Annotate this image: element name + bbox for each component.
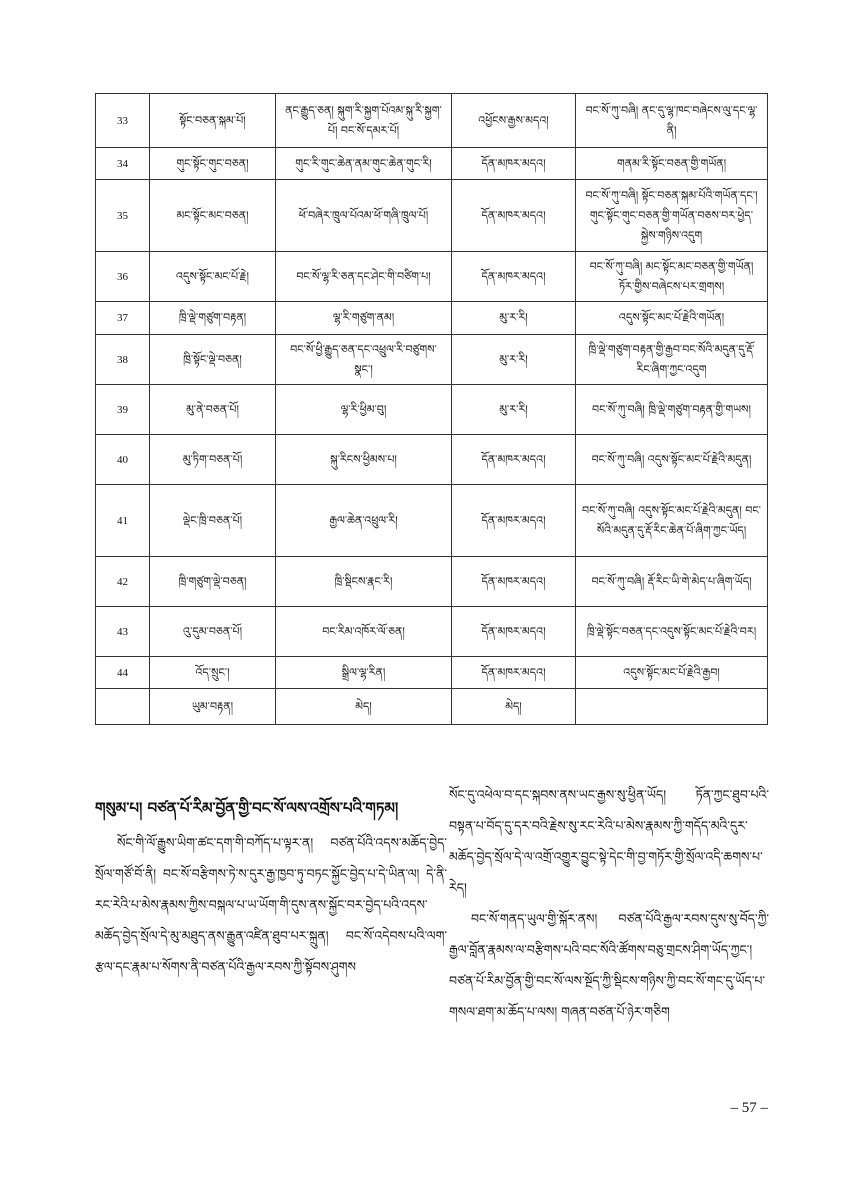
cell-author: ལྷ་རི་གཙུག་ནམ། xyxy=(276,302,452,335)
right-paragraph-1: སོང་དུ་འཕེལ་བ་དང་སྐབས་ནས་ཡང་རྒྱས་སུ་ཕྱིན་ཡོད། ཏོན་ཀྱང་ཐུབ་པའི་བསྟན་པ་བོད་དུ་དར་བའི་རྗེས་སུ་རང་རེའི་པ་མེས་རྣམས་ཀྱི་གདོད་མའི་དུར་མཆོད་བྱེད་སྲོལ་དེ་ལ་འགྲོ་འགྱུར་བྱུང་སྟེ་དེང་གི་བྱ་གཏོར་གྱི་སྲོལ་འདི་ཆགས་པ་རེད། xyxy=(449,787,769,895)
cell-note: འདུས་སྟོང་མང་པོ་རྗེའི་གཡོན། xyxy=(576,302,768,335)
cell-note: བང་སོ་ཀུ་བཞི། འདུས་སྟོང་མང་པོ་རྗེའི་མདུན། བང་སོའི་མདུན་དུ་རྡོ་རིང་ཆེན་པོ་ཞིག་ཀྱང་ཡོད། xyxy=(576,485,768,557)
cell-author: བང་རིམ་འཁོར་ལོ་ཅན། xyxy=(276,607,452,657)
cell-note: བང་སོ་ཀུ་བཞི། སྟོང་བཅན་སྐམ་པོའི་གཡོན་དང་། གུང་སྟོང་གུང་བཅན་གྱི་གཡོན་བཅས་བར་ཕྱེད་སྐྱེས་གཉིས་འདུག xyxy=(576,180,768,252)
cell-author: སྒྲིལ་ལྷ་རིན། xyxy=(276,657,452,689)
cell-num: 43 xyxy=(96,607,150,657)
cell-place: དོན་མཁར་མདའ། xyxy=(452,607,576,657)
cell-name: ཁྲི་གཙུག་ལྡེ་བཅན། xyxy=(150,557,276,607)
table-row xyxy=(96,607,768,657)
cell-note: ཁྲི་ལྡེ་སྟོང་བཅན་དང་འདུས་སྟོང་མང་པོ་རྗེའི་བར། xyxy=(576,607,768,657)
page-number: – 57 – xyxy=(730,1100,768,1116)
cell-num: 40 xyxy=(96,435,150,485)
table-row xyxy=(96,252,768,302)
cell-author: བང་སོ་ལྷ་རི་ཅན་དང་ཤེང་གི་བཙིག་པ། xyxy=(276,252,452,302)
cell-note: གནམ་རི་སྟོང་བཅན་གྱི་གཡོན། xyxy=(576,148,768,180)
cell-name: ཁྲི་ལྡེ་གཙུག་བརྟན། xyxy=(150,302,276,335)
cell-place: དོན་མཁར་མདའ། xyxy=(452,485,576,557)
cell-note: བང་སོ་ཀུ་བཞི། ནང་དུ་ལྷ་ཁང་བཞེངས་ལུ་དང་ལྷ་ནི། xyxy=(576,94,768,148)
table-row xyxy=(96,657,768,689)
cell-place: དོན་མཁར་མདའ། xyxy=(452,657,576,689)
left-paragraph: སོང་གི་ལོ་རྒྱུས་ཡིག་ཚང་དག་གི་བཀོད་པ་ལྟར་ན། བཙན་པོའི་འདས་མཆོད་བྱེད་སྲོལ་གཙོ་བོ་ནི། བང་སོ་བརྩིགས་ཏེ་ས་དུར་རྒྱ་ཁྱབ་ཏུ་བཏང་སྐྱོང་བྱེད་པ་དེ་ཡིན་ལ། དེ་ནི་རང་རེའི་པ་མེས་རྣམས་ཀྱིས་བསྐལ་པ་ཡ་ཡོག་གི་དུས་ནས་སྐྱོང་བར་བྱེད་པའི་འདས་མཆོད་བྱེད་སྲོལ་དེ་མུ་མཐུད་ནས་རྒྱུན་འཛིན་ཐུབ་པར་སྐྲུན། བང་སོ་འདེབས་པའི་ལག་རྩལ་དང་རྣམ་པ་སོགས་ནི་བཙན་པོའི་རྒྱལ་རབས་ཀྱི་སྟོབས་ཤུགས xyxy=(95,835,447,974)
table-row xyxy=(96,485,768,557)
cell-place: དོན་མཁར་མདའ། xyxy=(452,252,576,302)
cell-author: མེད། xyxy=(276,689,452,725)
cell-num xyxy=(96,689,150,725)
table-body xyxy=(96,94,768,725)
cell-note: བང་སོ་ཀུ་བཞི། རྡོ་རིང་ཡི་གེ་མེད་པ་ཞིག་ཡོད། xyxy=(576,557,768,607)
cell-num: 44 xyxy=(96,657,150,689)
table-row xyxy=(96,148,768,180)
right-paragraph-2: བང་སོ་གནད་ཡུལ་གྱི་སྐོར་ནས། བཙན་པོའི་རྒྱལ་རབས་དུས་སུ་བོད་ཀྱི་རྒྱལ་བློན་རྣམས་ལ་བརྩིགས་པའི་བང་སོའི་ཚོགས་བཅུ་གྲངས་ཤིག་ཡོད་ཀྱང་། བཙན་པོ་རིམ་བྱོན་གྱི་བང་སོ་ལས་སྔོད་ཀྱི་སྡིངས་གཉིས་ཀྱི་བང་སོ་གང་དུ་ཡོད་པ་གསལ་ཐག་མ་ཆོད་པ་ལས། གཞན་བཙན་པོ་ཉེར་གཅིག xyxy=(449,911,769,1019)
cell-note: བང་སོ་ཀུ་བཞི། འདུས་སྟོང་མང་པོ་རྗེའི་མདུན། xyxy=(576,435,768,485)
cell-author: སྐུ་རིངས་ཕྱིམས་པ། xyxy=(276,435,452,485)
cell-num: 42 xyxy=(96,557,150,607)
table-row xyxy=(96,94,768,148)
cell-author: ཁྲི་སྡིངས་རྣང་རི། xyxy=(276,557,452,607)
cell-place: དོན་མཁར་མདའ། xyxy=(452,435,576,485)
table-row xyxy=(96,335,768,385)
cell-author: བང་སོ་ཕྱི་རྒྱུད་ཅན་དང་འཕྲུལ་རི་བཙུགས་སྣང་། xyxy=(276,335,452,385)
cell-name: མང་སྟོང་མང་བཅན། xyxy=(150,180,276,252)
cell-name: སྟོང་བཅན་སྐམ་པོ། xyxy=(150,94,276,148)
cell-place: མུ་ར་རི། xyxy=(452,335,576,385)
cell-note: བང་སོ་ཀུ་བཞི། ཁྲི་ལྡེ་གཙུག་བརྟན་གྱི་གཡས། xyxy=(576,385,768,435)
cell-num: 41 xyxy=(96,485,150,557)
cell-place: དོན་མཁར་མདའ། xyxy=(452,557,576,607)
cell-note: འདུས་སྟོང་མང་པོ་རྗེའི་རྒྱབ། xyxy=(576,657,768,689)
table-row xyxy=(96,180,768,252)
cell-num: 36 xyxy=(96,252,150,302)
cell-num: 33 xyxy=(96,94,150,148)
cell-num: 38 xyxy=(96,335,150,385)
cell-num: 35 xyxy=(96,180,150,252)
cell-num: 34 xyxy=(96,148,150,180)
cell-name: མུ་ཏིག་བཅན་པོ། xyxy=(150,435,276,485)
table-row xyxy=(96,302,768,335)
cell-note: བང་སོ་ཀུ་བཞི། མང་སྟོང་མང་བཅན་གྱི་གཡོན། ཏོར་གྱིས་བཞེངས་པར་གྲགས། xyxy=(576,252,768,302)
cell-author: གུང་རི་གུང་ཆེན་ནམ་གུང་ཆེན་གུང་རི། xyxy=(276,148,452,180)
table-row xyxy=(96,689,768,725)
cell-name: ཡུམ་བརྟན། xyxy=(150,689,276,725)
cell-name: མུ་ནེ་བཅན་པོ། xyxy=(150,385,276,435)
cell-name: འདུས་སྟོང་མང་པོ་རྗེ། xyxy=(150,252,276,302)
cell-place: མེད། xyxy=(452,689,576,725)
cell-author: ལྷ་རི་ཕྱིམ་བུ། xyxy=(276,385,452,435)
cell-num: 39 xyxy=(96,385,150,435)
cell-name: ལྡེང་ཁྲི་བཅན་པོ། xyxy=(150,485,276,557)
table-row xyxy=(96,435,768,485)
cell-place: མུ་ར་རི། xyxy=(452,385,576,435)
cell-name: འོད་སྲུང་། xyxy=(150,657,276,689)
cell-place: འཕྱོངས་རྒྱས་མདའ། xyxy=(452,94,576,148)
cell-name: ཁྲི་སྟོང་ལྡེ་བཅན། xyxy=(150,335,276,385)
cell-place: དོན་མཁར་མདའ། xyxy=(452,148,576,180)
cell-place: དོན་མཁར་མདའ། xyxy=(452,180,576,252)
cell-name: འུ་དུམ་བཅན་པོ། xyxy=(150,607,276,657)
left-column xyxy=(95,792,447,982)
table-row xyxy=(96,557,768,607)
cell-author: ནང་རྒྱུད་ཅན། སྐུག་རི་སྐྱག་པོའམ་སྐུ་རི་སྐྱག་པོ། བང་སོ་དམར་པོ། xyxy=(276,94,452,148)
cell-author: རྒྱལ་ཆེན་འཕྲུལ་རི། xyxy=(276,485,452,557)
cell-place: མུ་ར་རི། xyxy=(452,302,576,335)
tomb-table xyxy=(95,93,768,725)
cell-num: 37 xyxy=(96,302,150,335)
cell-note xyxy=(576,689,768,725)
cell-note: ཁྲི་ལྡེ་གཙུག་བརྟན་གྱི་རྒྱབ་བང་སོའི་མདུན་དུ་རྡོ་རིང་ཞིག་ཀྱང་འདུག xyxy=(576,335,768,385)
section-heading: གསུམ་པ། བཙན་པོ་རིམ་བྱོན་གྱི་བང་སོ་ལས་འགྲོས་པའི་གཏམ། xyxy=(95,799,399,817)
cell-author: ཕོ་བཞེར་ཁྲུལ་པོའམ་ཕོ་གཞི་ཁྲུལ་པོ། xyxy=(276,180,452,252)
right-column xyxy=(449,779,769,1027)
table-row xyxy=(96,385,768,435)
cell-name: གུང་སྟོང་གུང་བཅན། xyxy=(150,148,276,180)
